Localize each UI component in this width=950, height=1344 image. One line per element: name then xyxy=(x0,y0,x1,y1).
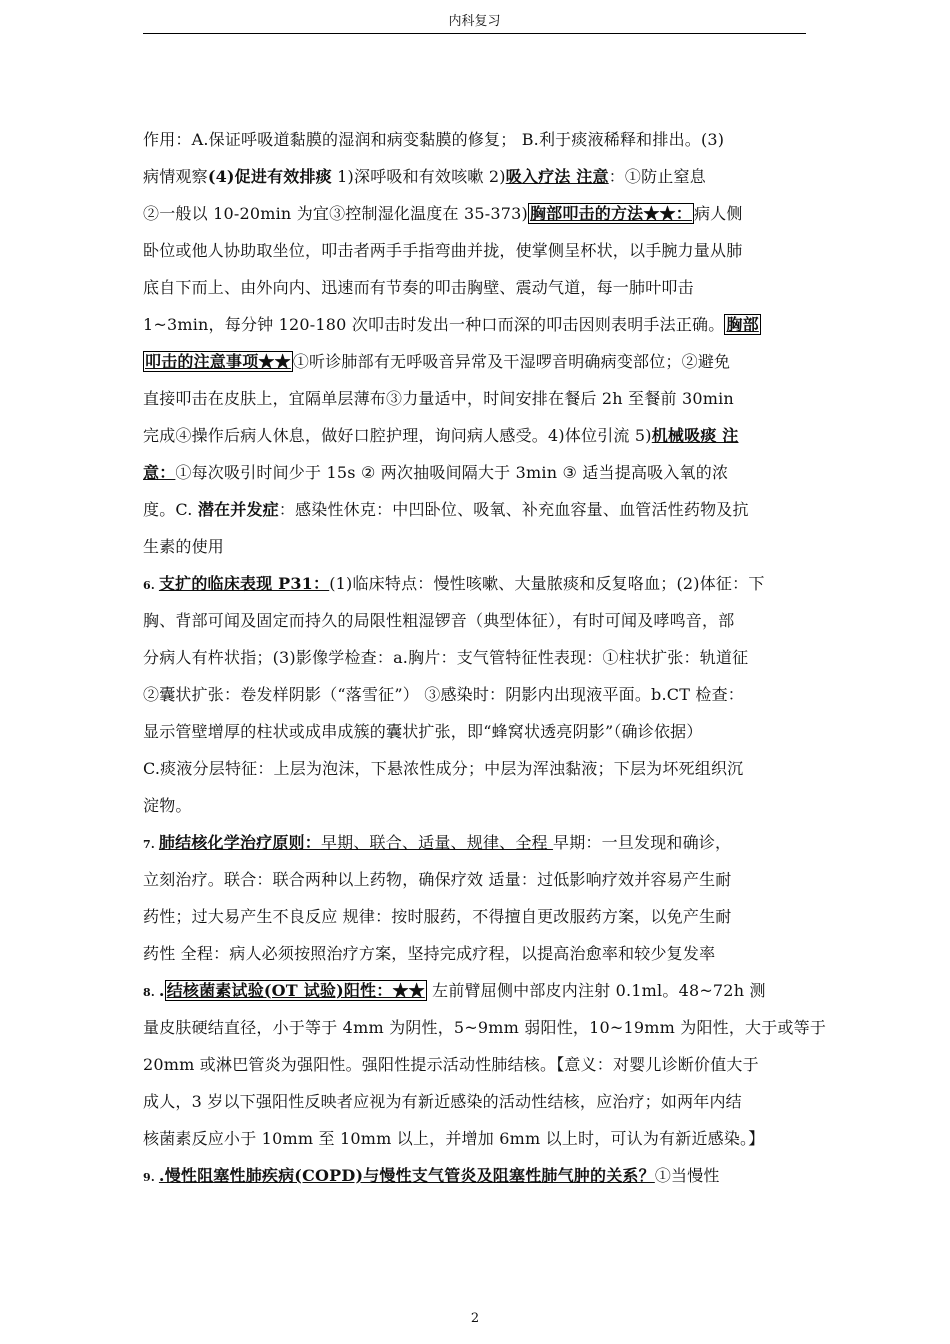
text-run: 分病人有杵状指；(3)影像学检查：a.胸片：支气管特征性表现：①柱状扩张：轨道征 xyxy=(143,648,749,667)
text-run: 底自下而上、由外向内、迅速而有节奏的叩击胸壁、震动气道，每一肺叶叩击 xyxy=(143,278,694,297)
text-line xyxy=(143,417,815,454)
text-run: 立刻治疗。联合：联合两种以上药物，确保疗效 适量：过低影响疗效并容易产生耐 xyxy=(143,870,732,889)
text-run: 胸部叩击的方法★★： xyxy=(529,204,692,223)
text-line xyxy=(143,1120,815,1157)
text-run: 药性；过大易产生不良反应 规律：按时服药，不得擅自更改服药方案，以免产生耐 xyxy=(143,907,732,926)
text-run: 支扩的临床表现 P31： xyxy=(158,574,330,593)
text-run: ②囊状扩张：卷发样阴影（“落雪征”） ③感染时：阴影内出现液平面。b.CT 检查： xyxy=(143,685,744,704)
text-line xyxy=(143,602,815,639)
text-line xyxy=(143,380,815,417)
text-line xyxy=(143,195,815,232)
text-run: (1)临床特点：慢性咳嗽、大量脓痰和反复咯血；(2)体征：下 xyxy=(329,574,765,593)
text-run: C.痰液分层特征：上层为泡沫，下悬浓性成分；中层为浑浊黏液；下层为坏死组织沉 xyxy=(143,759,744,778)
text-run: 胸、背部可闻及固定而持久的局限性粗湿锣音（典型体征），有时可闻及哮鸣音，部 xyxy=(143,611,735,630)
text-line xyxy=(143,158,815,195)
text-run: 结核菌素试验(OT 试验)阳性：★★ xyxy=(166,981,425,1000)
text-line xyxy=(143,750,815,787)
text-run: 完成④操作后病人休息，做好口腔护理，询问病人感受。4)体位引流 5) xyxy=(143,426,652,445)
text-run: 胸部 xyxy=(726,315,759,334)
text-run: 直接叩击在皮肤上，宜隔单层薄布③力量适中，时间安排在餐后 2h 至餐前 30min xyxy=(143,389,734,408)
text-run: 左前臂屈侧中部皮内注射 0.1ml。48~72h 测 xyxy=(426,981,766,1000)
text-run: 早期、联合、适量、规律、全程 xyxy=(320,833,554,852)
text-run: 药性 全程：病人必须按照治疗方案，坚持完成疗程，以提高治愈率和较少复发率 xyxy=(143,944,716,963)
text-run: ：①防止窒息 xyxy=(608,167,706,186)
text-run: 作用：A.保证呼吸道黏膜的湿润和病变黏膜的修复； B.利于痰液稀释和排出。(3) xyxy=(143,130,725,149)
text-line xyxy=(143,1083,815,1120)
text-line xyxy=(143,232,815,269)
text-line xyxy=(143,824,815,861)
text-run: 度。C. xyxy=(143,500,198,519)
text-run: 意： xyxy=(143,463,176,482)
text-run: 6. xyxy=(143,579,159,592)
text-run: . xyxy=(158,981,165,1000)
text-run: 病人侧 xyxy=(693,204,743,223)
text-line xyxy=(143,491,815,528)
text-line xyxy=(143,565,815,602)
text-run: 核菌素反应小于 10mm 至 10mm 以上，并增加 6mm 以上时，可认为有新近感染。】 xyxy=(143,1129,765,1148)
text-run: .慢性阻塞性肺疾病(COPD)与慢性支气管炎及阻塞性肺气肿的关系？ xyxy=(158,1166,655,1185)
text-line xyxy=(143,861,815,898)
text-run: 病情观察 xyxy=(143,167,208,186)
text-run: 卧位或他人协助取坐位，叩击者两手手指弯曲并拢，使掌侧呈杯状，以手腕力量从肺 xyxy=(143,241,743,260)
text-run: 1~3min，每分钟 120-180 次叩击时发出一种口而深的叩击因则表明手法正确。 xyxy=(143,315,725,334)
text-run: ①听诊肺部有无呼吸音异常及干湿啰音明确病变部位；②避免 xyxy=(292,352,731,371)
text-run: 早期：一旦发现和确诊， xyxy=(553,833,732,852)
text-line xyxy=(143,639,815,676)
text-line xyxy=(143,1157,815,1194)
text-run: ②一般以 10-20min 为宜③控制湿化温度在 35-373) xyxy=(143,204,528,223)
text-line xyxy=(143,343,815,380)
text-line xyxy=(143,787,815,824)
text-line xyxy=(143,935,815,972)
text-run: 吸入疗法 注意 xyxy=(505,167,609,186)
document-body xyxy=(143,121,827,1194)
text-line xyxy=(143,676,815,713)
text-run: 量皮肤硬结直径，小于等于 4mm 为阴性，5~9mm 弱阳性，10~19mm 为阳性，大于或等于 xyxy=(143,1018,827,1037)
page-header xyxy=(143,10,806,34)
text-run: 7. xyxy=(143,838,159,851)
text-run: 显示管壁增厚的柱状或成串成簇的囊状扩张，即“蜂窝状透亮阴影”（确诊依据） xyxy=(143,722,703,741)
text-line xyxy=(143,713,815,750)
text-run: 1)深呼吸和有效咳嗽 2) xyxy=(331,167,506,186)
text-run: 潜在并发症 xyxy=(197,500,279,519)
text-line xyxy=(143,1009,827,1046)
text-line xyxy=(143,972,815,1009)
text-run: 成人，3 岁以下强阳性反映者应视为有新近感染的活动性结核，应治疗；如两年内结 xyxy=(143,1092,742,1111)
text-run: 机械吸痰 注 xyxy=(651,426,739,445)
text-run: 8. xyxy=(143,986,159,999)
text-run: (4)促进有效排痰 xyxy=(207,167,332,186)
page-number: 2 xyxy=(470,1311,480,1326)
text-run: 9. xyxy=(143,1171,159,1184)
text-run: 肺结核化学治疗原则： xyxy=(158,833,321,852)
text-line xyxy=(143,898,815,935)
text-line xyxy=(143,306,815,343)
text-run: 生素的使用 xyxy=(143,537,225,556)
text-line xyxy=(143,269,815,306)
text-run: 20mm 或淋巴管炎为强阳性。强阳性提示活动性肺结核。【意义：对婴儿诊断价值大于 xyxy=(143,1055,759,1074)
text-run: 淀物。 xyxy=(143,796,192,815)
text-run: ①当慢性 xyxy=(654,1166,720,1185)
text-line xyxy=(143,528,815,565)
page-footer xyxy=(0,1311,950,1326)
text-line xyxy=(143,1046,815,1083)
text-run: 叩击的注意事项★★ xyxy=(145,352,291,371)
text-line xyxy=(143,454,815,491)
text-line xyxy=(143,121,815,158)
text-run: ①每次吸引时间少于 15s ② 两次抽吸间隔大于 3min ③ 适当提高吸入氧的浓 xyxy=(175,463,729,482)
header-title: 内科复习 xyxy=(448,14,501,29)
text-run: ：感染性休克：中凹卧位、吸氧、补充血容量、血管活性药物及抗 xyxy=(278,500,749,519)
